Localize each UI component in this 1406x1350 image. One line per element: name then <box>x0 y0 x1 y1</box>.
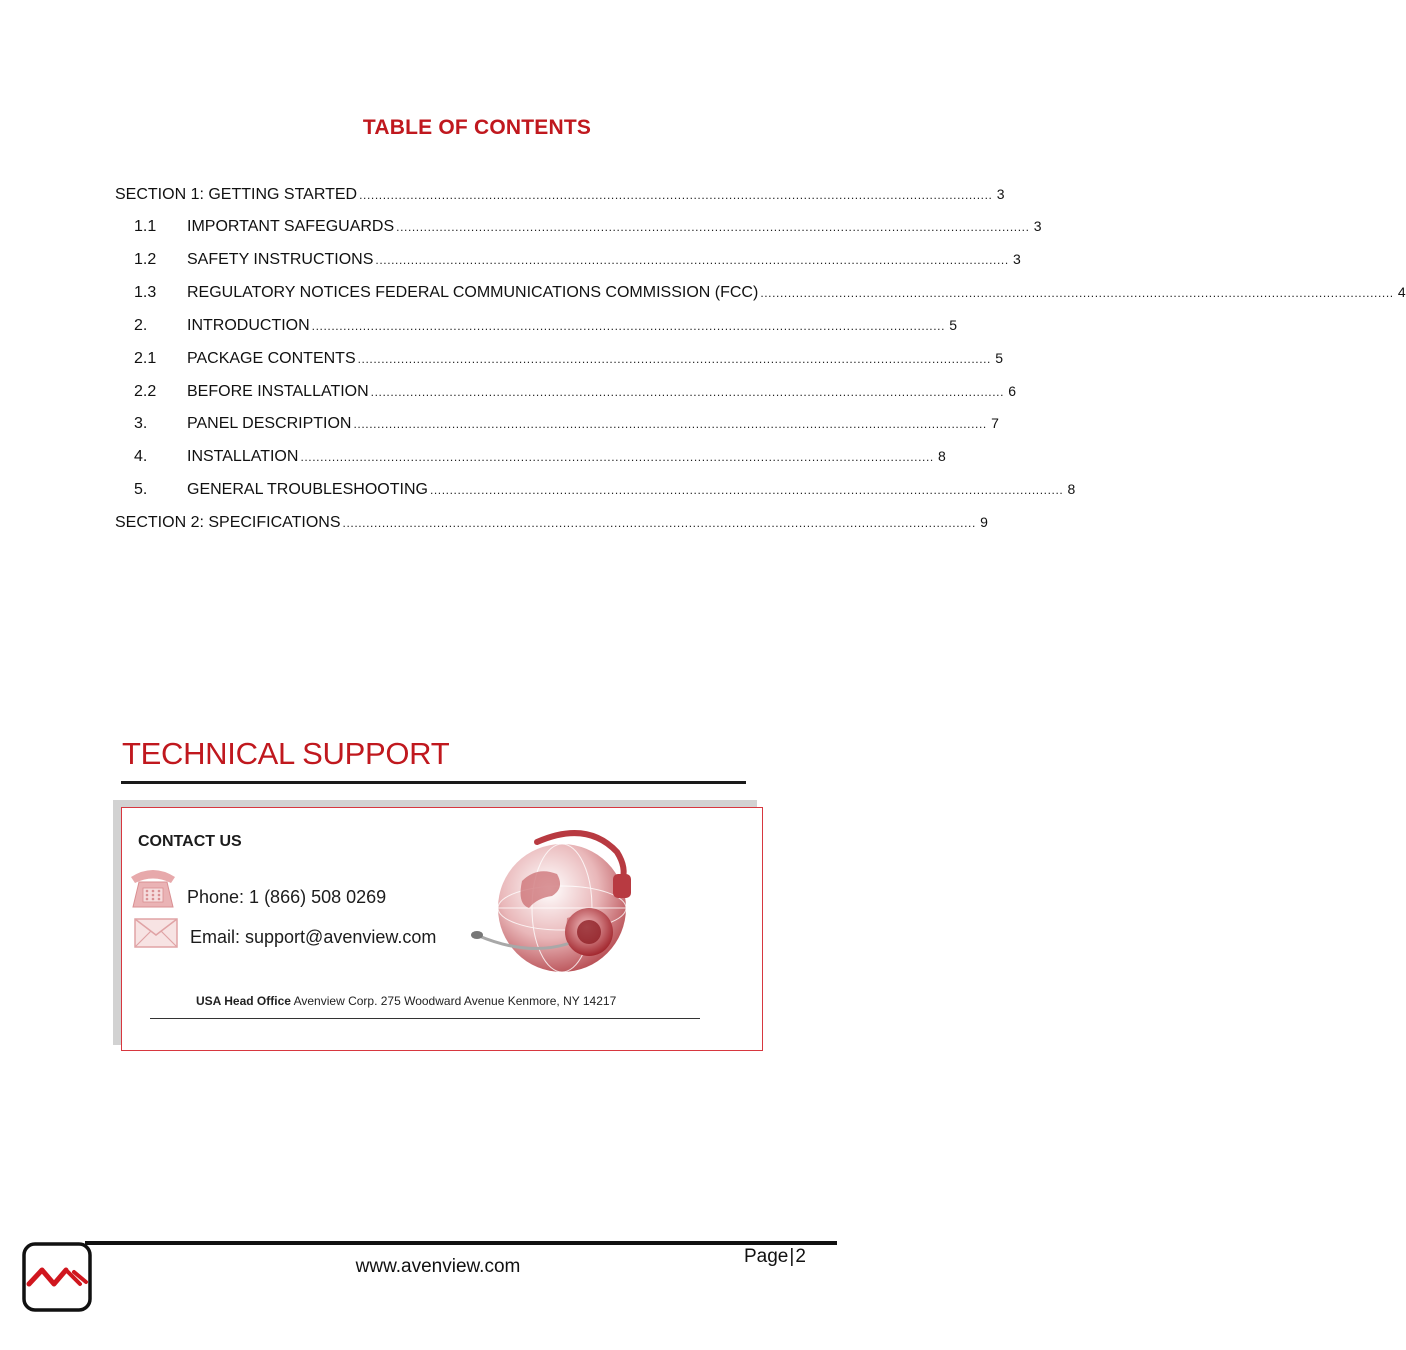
toc-entry-page: 8 <box>938 448 946 464</box>
toc-leader: ................................................................................................................................................................. <box>311 319 946 333</box>
toc-entry-page: 7 <box>991 415 999 431</box>
page-separator: | <box>789 1246 795 1267</box>
avenview-logo-icon <box>22 1242 94 1319</box>
toc-leader: ................................................................................................................................................................. <box>370 385 1005 399</box>
telephone-icon <box>127 863 179 914</box>
toc-entry-page: 5 <box>949 317 958 333</box>
toc-entry-number: 5. <box>134 481 148 498</box>
contact-card <box>121 807 763 1051</box>
toc-leader: ................................................................................................................................................................. <box>342 516 976 530</box>
footer-rule <box>85 1241 837 1245</box>
toc-entry-number: 1.2 <box>134 251 157 268</box>
toc-entry-number: 1.3 <box>134 284 157 301</box>
toc-entry-label: GENERAL TROUBLESHOOTING <box>187 481 428 498</box>
office-underline <box>150 1018 700 1019</box>
toc-entry-page: 4 <box>1397 284 1406 300</box>
toc-leader: ................................................................................................................................................................. <box>359 188 993 202</box>
toc-entry-label: BEFORE INSTALLATION <box>187 383 369 400</box>
toc-entry-label: IMPORTANT SAFEGUARDS <box>187 218 395 235</box>
toc-entry-page: 9 <box>980 514 988 530</box>
toc-entry-number: 2.2 <box>134 383 157 400</box>
toc-entry-page: 3 <box>1012 251 1021 267</box>
toc-entry-number: 4. <box>134 448 148 465</box>
toc-entry-page: 8 <box>1067 481 1076 497</box>
toc-leader: ................................................................................................................................................................. <box>357 352 991 366</box>
toc-entry[interactable] <box>115 448 946 470</box>
toc-entry[interactable] <box>115 514 988 536</box>
contact-heading: CONTACT US <box>138 833 242 850</box>
toc-leader: ................................................................................................................................................................. <box>429 483 1064 497</box>
toc-entry[interactable] <box>115 415 999 437</box>
page-number-value: 2 <box>795 1246 806 1267</box>
toc-entry-number: 2.1 <box>134 350 157 367</box>
toc-entry[interactable] <box>115 218 1042 240</box>
toc-entry-number: 1.1 <box>134 218 157 235</box>
toc-entry-label: SECTION 2: SPECIFICATIONS <box>115 514 341 531</box>
toc-entry[interactable] <box>115 383 1017 405</box>
toc-entry-label: INSTALLATION <box>187 448 299 465</box>
head-office-line <box>196 994 616 1008</box>
toc-entry[interactable] <box>115 251 1021 273</box>
toc-entry-label: SECTION 1: GETTING STARTED <box>115 186 358 203</box>
toc-entry-number: 3. <box>134 415 148 432</box>
page-number <box>744 1246 806 1268</box>
toc-entry[interactable] <box>115 317 958 339</box>
toc-entry-page: 6 <box>1008 383 1017 399</box>
toc-leader: ................................................................................................................................................................. <box>300 450 934 464</box>
page-label: Page <box>744 1246 789 1267</box>
toc-leader: ................................................................................................................................................................. <box>760 286 1394 300</box>
toc-entry[interactable] <box>115 350 1003 372</box>
toc-entry-label: REGULATORY NOTICES FEDERAL COMMUNICATIONS COMMISSION (FCC) <box>187 284 759 301</box>
footer-website-link[interactable]: www.avenview.com <box>355 1256 521 1277</box>
toc-title: TABLE OF CONTENTS <box>362 116 592 139</box>
toc-entry-label: SAFETY INSTRUCTIONS <box>187 251 374 268</box>
envelope-icon <box>134 918 178 953</box>
head-office-label: USA Head Office <box>196 994 291 1008</box>
toc-entry-page: 5 <box>995 350 1003 366</box>
toc-entry-label: PANEL DESCRIPTION <box>187 415 352 432</box>
toc-entry-page: 3 <box>996 186 1005 202</box>
toc-leader: ................................................................................................................................................................. <box>375 253 1009 267</box>
toc-leader: ................................................................................................................................................................. <box>396 220 1030 234</box>
toc-entry[interactable] <box>115 186 1005 208</box>
phone-number[interactable]: Phone: 1 (866) 508 0269 <box>187 887 387 907</box>
toc-entry-label: PACKAGE CONTENTS <box>187 350 356 367</box>
head-office-address: Avenview Corp. 275 Woodward Avenue Kenmore, NY 14217 <box>293 994 617 1008</box>
toc-entry-number: 2. <box>134 317 148 334</box>
toc-entry-label: INTRODUCTION <box>187 317 310 334</box>
title-underline <box>121 781 746 784</box>
email-address[interactable]: Email: support@avenview.com <box>190 927 437 947</box>
support-headset-globe-icon <box>467 826 657 991</box>
toc-leader: ................................................................................................................................................................. <box>353 417 987 431</box>
toc-entry-page: 3 <box>1033 218 1042 234</box>
toc-entry[interactable] <box>115 481 1076 503</box>
technical-support-title: TECHNICAL SUPPORT <box>122 736 450 771</box>
toc-entry[interactable] <box>115 284 1406 306</box>
